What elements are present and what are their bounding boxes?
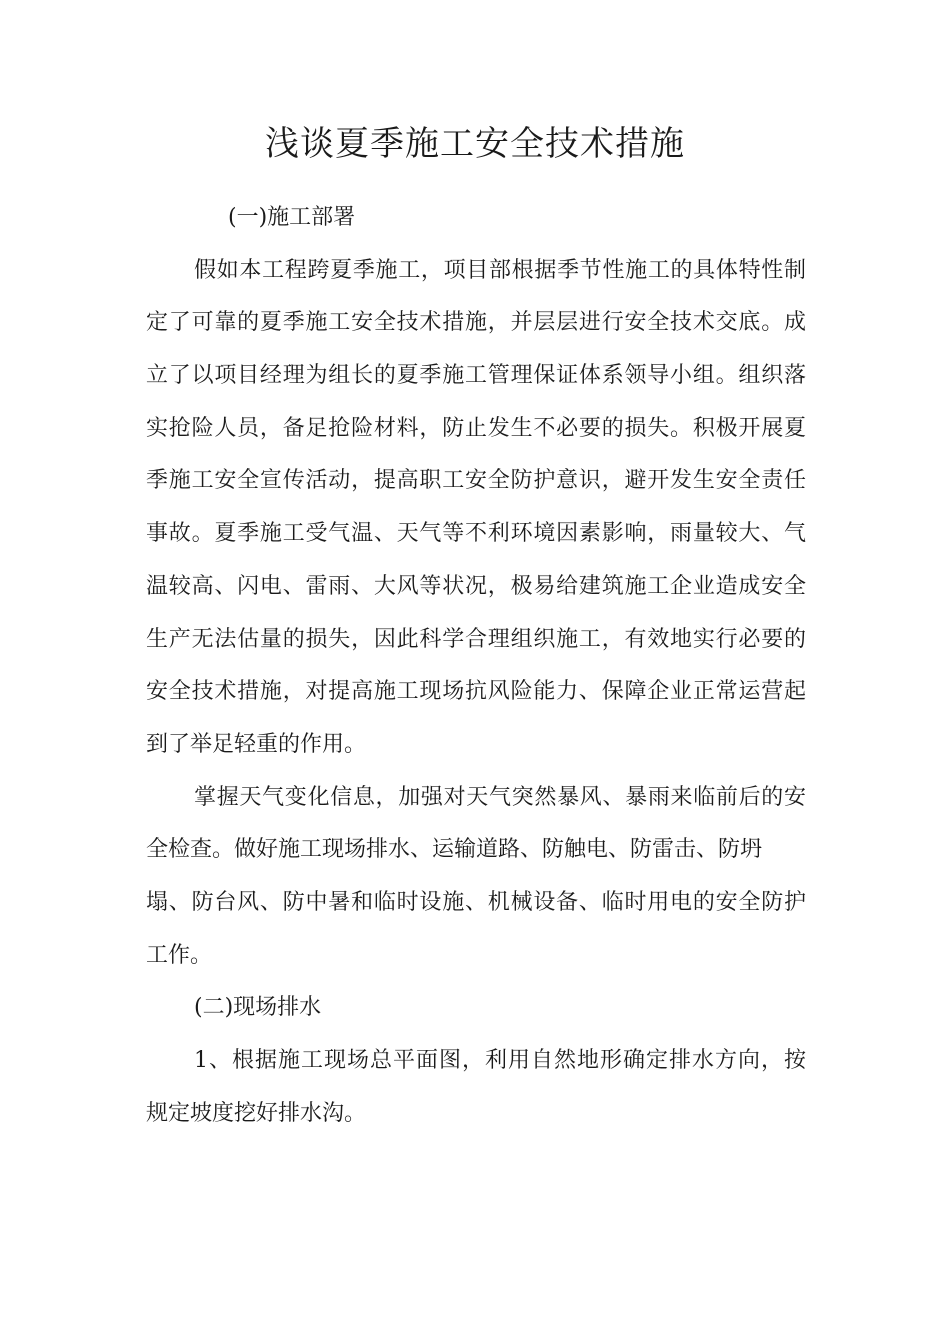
paragraph-line: 掌握天气变化信息，加强对天气突然暴风、暴雨来临前后的安 (194, 784, 806, 810)
paragraph-line: 1、根据施工现场总平面图，利用自然地形确定排水方向，按 (194, 1048, 806, 1073)
paragraph-line: 季施工安全宣传活动，提高职工安全防护意识，避开发生安全责任 (146, 468, 806, 494)
paragraph-line: 全检查。做好施工现场排水、运输道路、防触电、防雷击、防坍 (146, 837, 763, 863)
paragraph-line: 定了可靠的夏季施工安全技术措施，并层层进行安全技术交底。成 (146, 310, 806, 336)
paragraph-line: 生产无法估量的损失，因此科学合理组织施工，有效地实行必要的 (146, 626, 806, 652)
paragraph-line: 工作。 (146, 942, 213, 968)
paragraph-line: 温较高、闪电、雷雨、大风等状况，极易给建筑施工企业造成安全 (146, 573, 806, 599)
section-heading-drainage: (二)现场排水 (194, 995, 322, 1021)
paragraph-line: 实抢险人员，备足抢险材料，防止发生不必要的损失。积极开展夏 (146, 415, 806, 441)
document-title: 浅谈夏季施工安全技术措施 (265, 124, 685, 164)
paragraph-line: 事故。夏季施工受气温、天气等不利环境因素影响，雨量较大、气 (146, 521, 806, 547)
paragraph-line: 安全技术措施，对提高施工现场抗风险能力、保障企业正常运营起 (146, 679, 806, 705)
paragraph-line: 规定坡度挖好排水沟。 (146, 1100, 367, 1126)
paragraph-line: 假如本工程跨夏季施工，项目部根据季节性施工的具体特性制 (194, 257, 806, 283)
paragraph-line: 立了以项目经理为组长的夏季施工管理保证体系领导小组。组织落 (146, 363, 806, 389)
paragraph-line: 塌、防台风、防中暑和临时设施、机械设备、临时用电的安全防护 (146, 889, 806, 915)
section-heading-deployment: (一)施工部署 (228, 205, 356, 230)
paragraph-line: 到了举足轻重的作用。 (146, 731, 367, 757)
document-body (146, 192, 806, 1140)
